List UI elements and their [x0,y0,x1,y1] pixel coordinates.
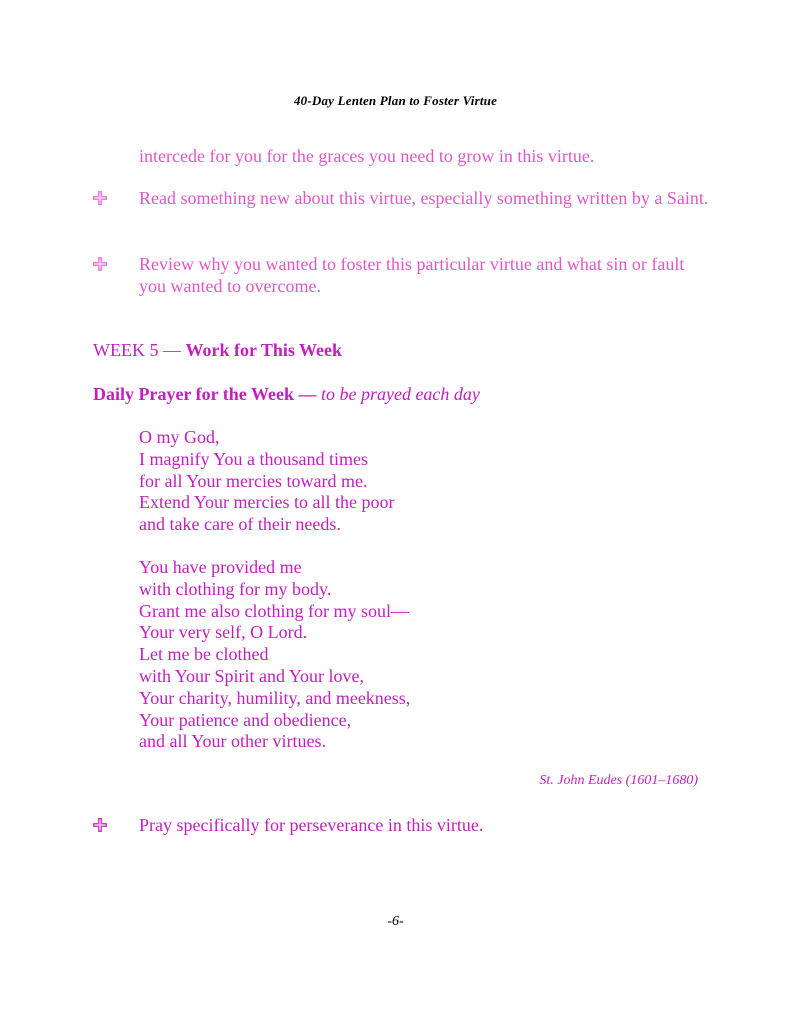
prayer-line: Your very self, O Lord. [139,622,308,643]
daily-prayer-subtitle: to be prayed each day [320,384,480,404]
prayer-line: Grant me also clothing for my soul— [139,600,409,621]
week-label: WEEK 5 — [93,340,181,360]
prayer-line: Your charity, humility, and meekness, [139,687,411,708]
continuation-text: intercede for you for the graces you need to grow in this virtue. [139,146,595,166]
page-number: -6- [387,914,404,929]
bullet-read-saint: Read something new about this virtue, especially something written by a Saint. [139,188,709,208]
prayer-line: with clothing for my body. [139,578,332,599]
cross-icon [93,257,107,271]
bullet-review-why: Review why you wanted to foster this particular virtue and what sin or fault you wanted to overcome. [139,254,685,296]
prayer-line: for all Your mercies toward me. [139,470,368,491]
page-header: 40-Day Lenten Plan to Foster Virtue [293,93,498,108]
prayer-line: Let me be clothed [139,644,269,665]
prayer-line: with Your Spirit and Your love, [139,665,365,686]
prayer-attribution: St. John Eudes (1601–1680) [539,773,698,788]
prayer-line: Extend Your mercies to all the poor [139,492,395,513]
prayer-line: You have provided me [139,557,302,577]
prayer-stanza-1 [139,427,394,536]
prayer-line: O my God, [139,427,220,447]
prayer-stanza-2 [139,557,410,753]
week-title: Work for This Week [185,340,343,360]
prayer-line: Your patience and obedience, [139,709,352,730]
daily-prayer-heading [93,383,480,405]
daily-prayer-label: Daily Prayer for the Week — [93,384,317,404]
cross-icon [93,191,107,205]
prayer-line: and all Your other virtues. [139,731,326,752]
cross-icon [93,818,107,832]
prayer-line: and take care of their needs. [139,514,341,535]
week-heading [93,339,342,361]
prayer-line: I magnify You a thousand times [139,448,368,469]
bullet-pray-perseverance: Pray specifically for perseverance in this virtue. [139,815,484,835]
